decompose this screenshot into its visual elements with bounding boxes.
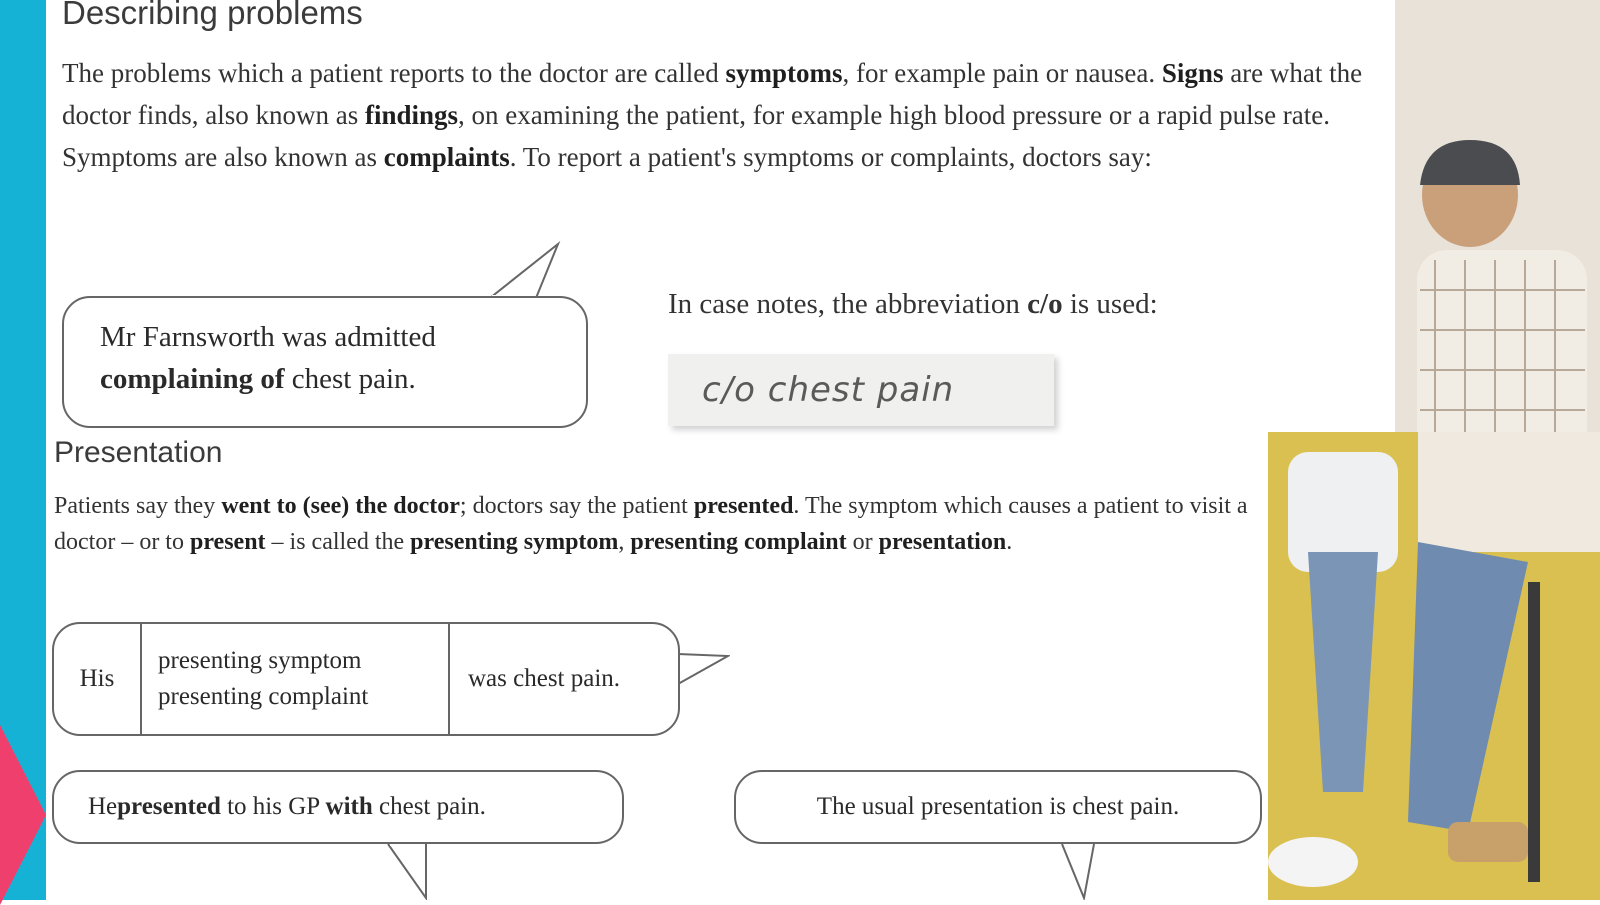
bubble2-option-2: presenting complaint [158, 683, 369, 710]
case-notes-label [668, 288, 1158, 321]
bubble1-tail [480, 240, 570, 300]
pres-bold-1: went to (see) the doctor [221, 493, 460, 519]
intro-text-5: . To report a patient's symptoms or complaints, doctors say: [509, 142, 1152, 172]
speech-bubble-usual-presentation: The usual presentation is chest pain. [734, 770, 1262, 844]
bubble2-rest: was chest pain. [468, 665, 621, 692]
pres-bold-5: presenting complaint [630, 529, 847, 555]
bubble1-line2 [100, 358, 550, 400]
term-complaints: complaints [383, 142, 510, 172]
bubble1-rest: chest pain. [284, 363, 416, 395]
bubble3-text-2: to his GP [220, 793, 326, 820]
case-notes-pre: In case notes, the abbreviation [668, 288, 1028, 320]
term-symptoms: symptoms [725, 58, 843, 88]
pres-text-5: , [618, 529, 631, 555]
pres-bold-4: presenting symptom [410, 529, 619, 555]
pres-bold-2: presented [693, 493, 794, 519]
case-notes-post: is used: [1062, 288, 1158, 320]
bubble4-tail [1060, 842, 1120, 900]
bubble1-bold: complaining of [100, 363, 285, 395]
speech-bubble-complaining [62, 296, 588, 428]
speech-bubble-presented-gp [52, 770, 624, 844]
case-notes-abbrev: c/o [1027, 288, 1063, 320]
bubble3-text-1: He [88, 793, 118, 820]
presentation-heading: Presentation [54, 436, 223, 469]
intro-text-1: The problems which a patient reports to the doctor are called [62, 58, 726, 88]
intro-text-2: , for example pain or nausea. [842, 58, 1162, 88]
intro-paragraph [62, 52, 1392, 178]
pink-triangle-decoration [0, 725, 46, 905]
bubble2-options [142, 624, 450, 734]
speech-bubble-presenting [52, 622, 680, 736]
bubble2-his: His [54, 624, 142, 734]
pres-bold-3: present [189, 529, 266, 555]
webcam-photo-lower [1268, 432, 1600, 900]
bubble2-option-1: presenting symptom [158, 647, 362, 674]
bubble2-tail [676, 650, 730, 690]
pres-text-1: Patients say they [54, 493, 222, 519]
term-findings: findings [364, 100, 459, 130]
bubble3-bold-2: with [325, 793, 373, 820]
pres-bold-6: presentation [878, 529, 1007, 555]
handwritten-note: c/o chest pain [668, 354, 1054, 426]
pres-text-3: . The symptom which causes a patient to visit a doctor – or to [54, 493, 1248, 555]
bubble1-line1: Mr Farnsworth was admitted [100, 321, 436, 353]
bubble3-tail [386, 842, 446, 900]
bubble3-bold-1: presented [117, 793, 221, 820]
person-legs-illustration [1268, 432, 1600, 900]
intro-text-4: , on examining the patient, for example high blood pressure or a rapid pulse rate. Symptoms are also known as [62, 100, 1331, 172]
intro-text-3: are what the doctor finds, also known as [62, 58, 1363, 130]
bubble3-text-3: chest pain. [372, 793, 486, 820]
pres-text-7: . [1006, 529, 1013, 555]
presentation-paragraph [54, 488, 1274, 560]
term-signs: Signs [1161, 58, 1224, 88]
pres-text-4: – is called the [265, 529, 411, 555]
pres-text-2: ; doctors say the patient [459, 493, 694, 519]
pres-text-6: or [846, 529, 879, 555]
page-heading: Describing problems [62, 0, 363, 31]
